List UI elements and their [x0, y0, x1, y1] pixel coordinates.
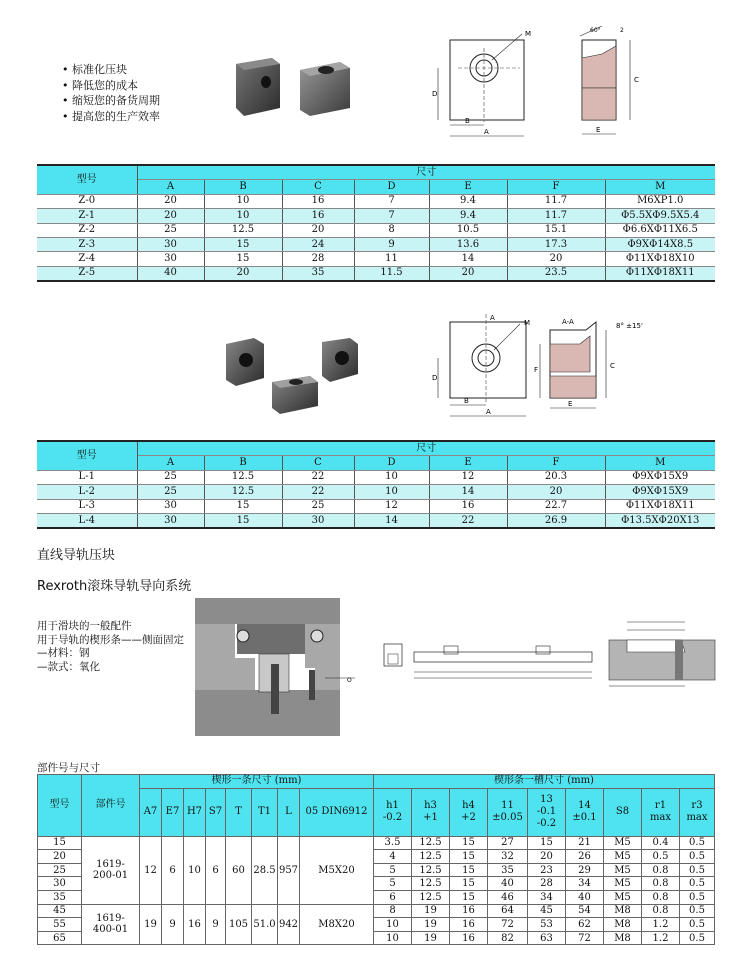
- description-line: —款式：氧化: [37, 660, 100, 673]
- table-cell: 29: [566, 863, 604, 877]
- table-cell: 12.5: [412, 850, 450, 864]
- dim-cell: 19: [140, 904, 162, 945]
- table-cell: 15: [204, 252, 282, 266]
- sub-header: h4 +2: [450, 788, 488, 836]
- model-cell: 15: [38, 836, 82, 850]
- table-cell: 35: [282, 266, 354, 281]
- table-cell: M5: [604, 890, 642, 904]
- column-header: C: [282, 456, 354, 470]
- table-cell: 1.2: [642, 918, 680, 932]
- table-cell: 19: [412, 931, 450, 945]
- table-cell: 22.7: [507, 499, 605, 513]
- column-header: C: [282, 180, 354, 194]
- table-cell: 30: [137, 237, 204, 251]
- table-cell: 0.8: [642, 877, 680, 891]
- table-cell: 3.5: [374, 836, 412, 850]
- table-cell: 10: [354, 470, 429, 484]
- description-line: 用于导轨的楔形条——侧面固定: [37, 633, 184, 646]
- table-cell: 14: [429, 252, 507, 266]
- table-row: [37, 252, 715, 266]
- table-cell: 23: [528, 863, 566, 877]
- table-cell: 12.5: [204, 485, 282, 499]
- description-line: 用于滑块的一般配件: [37, 620, 132, 632]
- table-cell: 26.9: [507, 513, 605, 528]
- table-cell: 25: [137, 470, 204, 484]
- dim-cell: 28.5: [252, 836, 278, 904]
- table-cell: M5: [604, 877, 642, 891]
- table-cell: 15: [450, 877, 488, 891]
- clamp-block-photo: [228, 50, 368, 130]
- table-cell: Z-1: [37, 209, 137, 223]
- table-cell: 25: [282, 499, 354, 513]
- label-e: E: [568, 400, 573, 408]
- table-cell: 27: [488, 836, 528, 850]
- dim-cell: 16: [184, 904, 206, 945]
- table-cell: Φ11XΦ18X11: [605, 266, 715, 281]
- model-cell: 55: [38, 918, 82, 932]
- feature-item: • 缩短您的备货周期: [62, 93, 160, 109]
- table-cell: 40: [137, 266, 204, 281]
- table-cell: 5: [374, 877, 412, 891]
- table-cell: 7: [354, 209, 429, 223]
- table-cell: 20: [137, 209, 204, 223]
- label-a: A: [484, 128, 489, 136]
- table-cell: L-4: [37, 513, 137, 528]
- sub-header: r1 max: [642, 788, 680, 836]
- table-cell: 0.5: [680, 877, 715, 891]
- column-header: E: [429, 180, 507, 194]
- table-cell: 10: [354, 485, 429, 499]
- table-cell: 0.5: [642, 850, 680, 864]
- table-cell: 0.8: [642, 890, 680, 904]
- table-cell: 20: [528, 850, 566, 864]
- label-d: D: [432, 90, 438, 98]
- column-header: D: [354, 456, 429, 470]
- table-cell: 30: [137, 252, 204, 266]
- sub-header: A7: [140, 788, 162, 836]
- sub-header: h3 +1: [412, 788, 450, 836]
- feature-item: • 提高您的生产效率: [62, 109, 160, 125]
- table-cell: 20: [507, 485, 605, 499]
- model-header: 型号: [37, 441, 137, 470]
- table-cell: 20: [204, 266, 282, 281]
- table-row: [37, 194, 715, 208]
- table-cell: 7: [354, 194, 429, 208]
- table-cell: 12.5: [412, 877, 450, 891]
- part-number-cell: 1619- 200-01: [82, 836, 140, 904]
- table-cell: 82: [488, 931, 528, 945]
- table-cell: 0.5: [680, 918, 715, 932]
- table-cell: 19: [412, 918, 450, 932]
- table-cell: 12.5: [204, 223, 282, 237]
- table-cell: 54: [566, 904, 604, 918]
- table-cell: 34: [566, 877, 604, 891]
- dim-cell: 957: [278, 836, 300, 904]
- table-cell: 10: [204, 194, 282, 208]
- table-cell: 0.8: [642, 904, 680, 918]
- feature-item: • 降低您的成本: [62, 78, 160, 94]
- table-cell: 9.4: [429, 209, 507, 223]
- label-a-top: A: [490, 314, 495, 322]
- section-subtitle: Rexroth滚珠导轨导向系统: [37, 579, 192, 594]
- table-cell: 14: [354, 513, 429, 528]
- table-cell: 40: [488, 877, 528, 891]
- table-cell: 35: [488, 863, 528, 877]
- table-cell: 16: [282, 194, 354, 208]
- column-header: B: [204, 456, 282, 470]
- table-cell: 20: [507, 252, 605, 266]
- column-header: B: [204, 180, 282, 194]
- label-aa: A-A: [562, 318, 574, 326]
- model-cell: 30: [38, 877, 82, 891]
- table-cell: 16: [429, 499, 507, 513]
- description-line: —材料：钢: [37, 647, 90, 659]
- l-block-photo: [218, 330, 368, 420]
- table-cell: 0.5: [680, 931, 715, 945]
- label-m: M: [524, 319, 531, 327]
- table-cell: 10: [204, 209, 282, 223]
- dims-header: 尺寸: [137, 441, 715, 456]
- table-cell: 11.7: [507, 209, 605, 223]
- l-block-drawing: [430, 310, 670, 422]
- table-row: [37, 485, 715, 499]
- model-cell: 65: [38, 931, 82, 945]
- table-cell: 8: [374, 904, 412, 918]
- sub-header: S7: [206, 788, 226, 836]
- clamp-block-drawing: [430, 22, 660, 142]
- table-cell: 12.5: [412, 863, 450, 877]
- label-d: D: [432, 374, 438, 382]
- table-cell: 15: [204, 513, 282, 528]
- table-cell: 17.3: [507, 237, 605, 251]
- table-cell: M5: [604, 850, 642, 864]
- table-row: [37, 470, 715, 484]
- feature-list: [62, 62, 160, 124]
- table-cell: 12.5: [412, 890, 450, 904]
- table-cell: 30: [282, 513, 354, 528]
- table-cell: 0.5: [680, 890, 715, 904]
- table-cell: 13.6: [429, 237, 507, 251]
- column-header: F: [507, 180, 605, 194]
- table-cell: Z-5: [37, 266, 137, 281]
- sub-header: 11 ±0.05: [488, 788, 528, 836]
- table-cell: 0.8: [642, 863, 680, 877]
- table-row: [37, 499, 715, 513]
- table-cell: 21: [566, 836, 604, 850]
- table-cell: 5: [374, 863, 412, 877]
- h-group2: 楔形条一槽尺寸 (mm): [374, 775, 715, 789]
- table-row: [37, 209, 715, 223]
- table-cell: 25: [137, 485, 204, 499]
- table-cell: 62: [566, 918, 604, 932]
- table-cell: 25: [137, 223, 204, 237]
- rail-section-drawing: [195, 598, 370, 738]
- table-cell: 12: [429, 470, 507, 484]
- table-cell: M5: [604, 863, 642, 877]
- table-cell: M8: [604, 918, 642, 932]
- table-cell: 1.2: [642, 931, 680, 945]
- table-row: [37, 513, 715, 528]
- section-title: 直线导轨压块: [37, 548, 116, 563]
- table-cell: 16: [450, 904, 488, 918]
- table-cell: 15: [450, 850, 488, 864]
- table-cell: M8: [604, 904, 642, 918]
- table-cell: 23.5: [507, 266, 605, 281]
- table-cell: 63: [528, 931, 566, 945]
- table-cell: 22: [282, 485, 354, 499]
- table-cell: 12.5: [412, 836, 450, 850]
- table-cell: 45: [528, 904, 566, 918]
- table-cell: 28: [282, 252, 354, 266]
- table-cell: L-3: [37, 499, 137, 513]
- dim-cell: 942: [278, 904, 300, 945]
- table-cell: M8: [604, 931, 642, 945]
- dim-cell: 60: [226, 836, 252, 904]
- table-cell: 0.5: [680, 904, 715, 918]
- table-cell: 40: [566, 890, 604, 904]
- table-cell: Φ9XΦ15X9: [605, 470, 715, 484]
- table-cell: 11.5: [354, 266, 429, 281]
- table-cell: 0.5: [680, 850, 715, 864]
- label-b: B: [465, 117, 470, 125]
- table-cell: 10.5: [429, 223, 507, 237]
- table-cell: 34: [528, 890, 566, 904]
- sub-header: L: [278, 788, 300, 836]
- label-f: F: [534, 366, 539, 374]
- sub-header: 13 -0.1 -0.2: [528, 788, 566, 836]
- l-series-table: [37, 440, 715, 529]
- description: [37, 620, 184, 674]
- h-group1: 楔形一条尺寸 (mm): [140, 775, 374, 789]
- label-two: 2: [620, 27, 624, 34]
- table-cell: 26: [566, 850, 604, 864]
- table-cell: Z-3: [37, 237, 137, 251]
- column-header: A: [137, 456, 204, 470]
- wedge-bar-drawing: [380, 630, 595, 685]
- dim-cell: 9: [162, 904, 184, 945]
- table-cell: Φ9XΦ15X9: [605, 485, 715, 499]
- label-a: A: [486, 408, 491, 416]
- model-cell: 25: [38, 863, 82, 877]
- table-cell: 9.4: [429, 194, 507, 208]
- table-cell: 20.3: [507, 470, 605, 484]
- column-header: M: [605, 180, 715, 194]
- table-cell: L-2: [37, 485, 137, 499]
- h-part: 部件号: [82, 775, 140, 837]
- label-angle: 8° ±15': [616, 322, 643, 330]
- table-cell: 10: [374, 931, 412, 945]
- dim-cell: 12: [140, 836, 162, 904]
- h-model: 型号: [38, 775, 82, 837]
- table-cell: Z-0: [37, 194, 137, 208]
- table-cell: 72: [488, 918, 528, 932]
- table-cell: Φ5.5XΦ9.5X5.4: [605, 209, 715, 223]
- table-cell: Z-4: [37, 252, 137, 266]
- model-cell: 45: [38, 904, 82, 918]
- dim-cell: 51.0: [252, 904, 278, 945]
- dim-cell: 6: [162, 836, 184, 904]
- label-e: E: [596, 126, 601, 134]
- column-header: M: [605, 456, 715, 470]
- table-cell: 0.4: [642, 836, 680, 850]
- label-c: C: [610, 362, 615, 370]
- dim-cell: 105: [226, 904, 252, 945]
- dim-cell: 9: [206, 904, 226, 945]
- table-cell: 53: [528, 918, 566, 932]
- sub-header: 14 ±0.1: [566, 788, 604, 836]
- table-cell: 15: [450, 836, 488, 850]
- table-cell: 0.5: [680, 863, 715, 877]
- table-cell: 22: [429, 513, 507, 528]
- label-m: M: [525, 30, 532, 38]
- sub-header: r3 max: [680, 788, 715, 836]
- table-cell: 20: [429, 266, 507, 281]
- table-row: [38, 904, 715, 918]
- sub-header: T1: [252, 788, 278, 836]
- table-cell: 10: [374, 918, 412, 932]
- table-row: [37, 223, 715, 237]
- table-row: [37, 237, 715, 251]
- dim-cell: 6: [206, 836, 226, 904]
- table-cell: 72: [566, 931, 604, 945]
- table-cell: M6XP1.0: [605, 194, 715, 208]
- table-cell: 12.5: [204, 470, 282, 484]
- table-cell: 20: [137, 194, 204, 208]
- model-cell: 20: [38, 850, 82, 864]
- table-cell: 14: [429, 485, 507, 499]
- table-cell: 15: [204, 499, 282, 513]
- column-header: E: [429, 456, 507, 470]
- feature-item: • 标准化压块: [62, 62, 160, 78]
- table-cell: 30: [137, 499, 204, 513]
- table-cell: Φ11XΦ18X10: [605, 252, 715, 266]
- table-row: [37, 266, 715, 281]
- column-header: F: [507, 456, 605, 470]
- z-series-table: [37, 164, 715, 282]
- table-cell: Z-2: [37, 223, 137, 237]
- sub-header: S8: [604, 788, 642, 836]
- label-b: B: [464, 397, 469, 405]
- column-header: D: [354, 180, 429, 194]
- label-angle: 60°: [590, 27, 601, 34]
- table-cell: 15: [528, 836, 566, 850]
- table-cell: 16: [282, 209, 354, 223]
- sub-header: h1 -0.2: [374, 788, 412, 836]
- dim-cell: M5X20: [300, 836, 374, 904]
- svg-text:O: O: [347, 677, 352, 684]
- table-row: [38, 836, 715, 850]
- table-cell: 32: [488, 850, 528, 864]
- model-header: 型号: [37, 165, 137, 194]
- dims-header: 尺寸: [137, 165, 715, 180]
- table-cell: 0.5: [680, 836, 715, 850]
- table-cell: 15: [450, 863, 488, 877]
- table-cell: 19: [412, 904, 450, 918]
- table-cell: 15: [450, 890, 488, 904]
- part-number-cell: 1619- 400-01: [82, 904, 140, 945]
- table-cell: 46: [488, 890, 528, 904]
- table-cell: Φ9XΦ14X8.5: [605, 237, 715, 251]
- table-cell: 28: [528, 877, 566, 891]
- table-cell: 9: [354, 237, 429, 251]
- parts-table: [37, 774, 715, 945]
- table-cell: 8: [354, 223, 429, 237]
- table-cell: M5: [604, 836, 642, 850]
- table-cell: 22: [282, 470, 354, 484]
- table-cell: 15: [204, 237, 282, 251]
- model-cell: 35: [38, 890, 82, 904]
- table-caption: 部件号与尺寸: [37, 762, 100, 774]
- table-cell: 30: [137, 513, 204, 528]
- table-cell: 6: [374, 890, 412, 904]
- sub-header: 05 DIN6912: [300, 788, 374, 836]
- label-c: C: [634, 76, 639, 84]
- table-cell: 16: [450, 918, 488, 932]
- table-cell: 16: [450, 931, 488, 945]
- table-cell: Φ11XΦ18X11: [605, 499, 715, 513]
- table-cell: 12: [354, 499, 429, 513]
- table-cell: 64: [488, 904, 528, 918]
- table-cell: 15.1: [507, 223, 605, 237]
- sub-header: E7: [162, 788, 184, 836]
- dim-cell: 10: [184, 836, 206, 904]
- dim-cell: M8X20: [300, 904, 374, 945]
- table-cell: Φ6.6XΦ11X6.5: [605, 223, 715, 237]
- table-cell: 20: [282, 223, 354, 237]
- column-header: A: [137, 180, 204, 194]
- table-cell: 11: [354, 252, 429, 266]
- table-cell: 4: [374, 850, 412, 864]
- table-cell: L-1: [37, 470, 137, 484]
- wedge-detail-drawing: [605, 612, 720, 692]
- table-cell: Φ13.5XΦ20X13: [605, 513, 715, 528]
- table-cell: 24: [282, 237, 354, 251]
- sub-header: T: [226, 788, 252, 836]
- table-cell: 11.7: [507, 194, 605, 208]
- sub-header: H7: [184, 788, 206, 836]
